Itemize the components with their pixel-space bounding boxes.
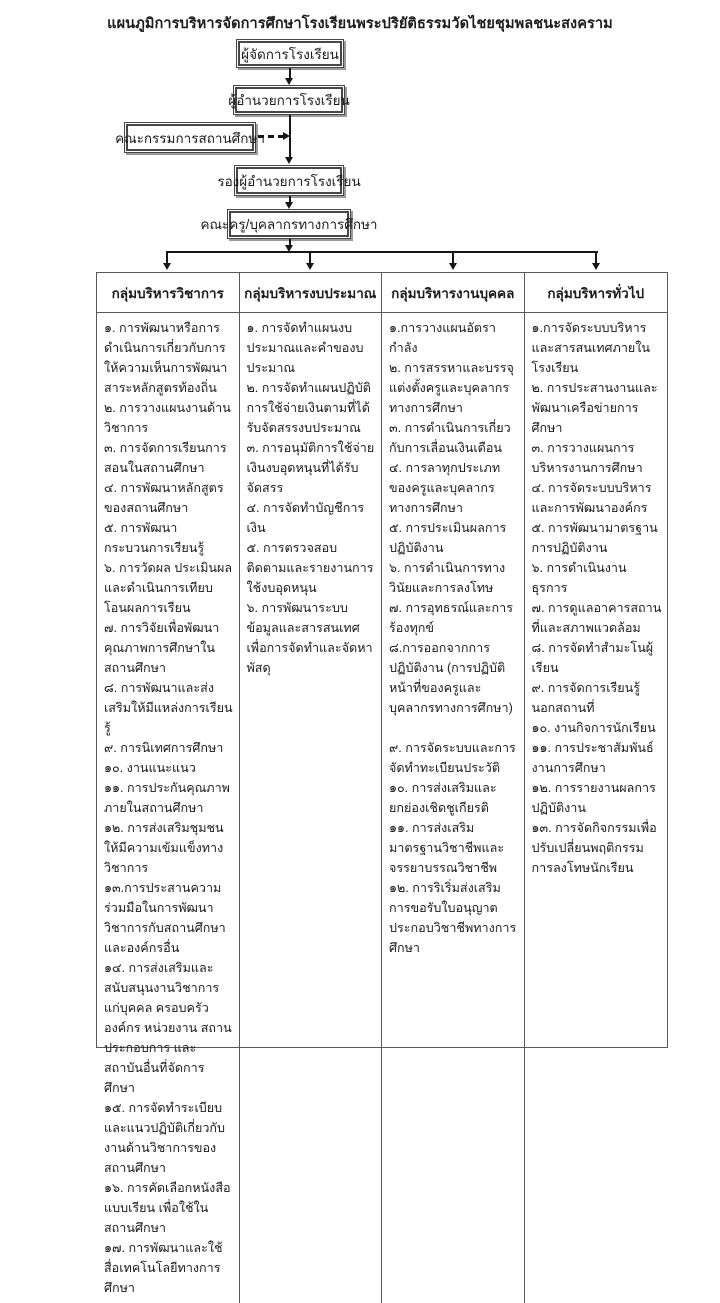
column-header: กลุ่มบริหารวิชาการ xyxy=(97,273,239,313)
list-item: ๑๑. การประชาสัมพันธ์งานการศึกษา xyxy=(531,741,654,775)
arrowhead-down-icon xyxy=(163,263,171,270)
column-general-affairs xyxy=(525,273,668,1303)
list-item: ๔. การพัฒนาหลักสูตรของสถานศึกษา xyxy=(104,481,224,515)
page-title: แผนภูมิการบริหารจัดการศึกษาโรงเรียนพระปริยัติธรรมวัดไชยชุมพลชนะสงคราม xyxy=(107,16,613,32)
list-item: ๖. การดำเนินการทางวินัยและการลงโทษ xyxy=(389,561,506,595)
box-teachers-staff-label: คณะครู/บุคลากรทางการศึกษา xyxy=(229,211,349,237)
list-item: ๕. การตรวจสอบติดตามและรายงานการใช้งบอุดหนุน xyxy=(246,541,374,595)
box-school-manager xyxy=(236,39,344,68)
arrowhead-down-icon xyxy=(449,263,457,270)
list-item: ๑๑. การส่งเสริมมาตรฐานวิชาชีพและจรรยาบรรณวิชาชีพ xyxy=(389,821,505,875)
column-header: กลุ่มบริหารงานบุคคล xyxy=(382,273,524,313)
arrowhead-down-icon xyxy=(592,263,600,270)
list-item: ๑๔. การส่งเสริมและสนับสนุนงานวิชาการแก่บุคคล ครอบครัว องค์กร หน่วยงาน สถานประกอบการ และสถาบันอื่นที่จัดการศึกษา xyxy=(104,961,232,1095)
column-items xyxy=(97,313,239,1303)
list-item: ๘. การจัดทำสำมะโนผู้เรียน xyxy=(531,641,654,675)
box-teachers-staff xyxy=(200,209,378,239)
list-item: ๒. การจัดทำแผนปฏิบัติการใช้จ่ายเงินตามที่ได้รับจัดสรรงบประมาณ xyxy=(246,381,371,435)
connector-board-dashed xyxy=(258,135,284,138)
list-item: ๖. การดำเนินงานธุรการ xyxy=(531,561,627,595)
list-item: ๗. การอุทธรณ์และการร้องทุกข์ xyxy=(389,601,513,635)
box-school-board-label: คณะกรรมการสถานศึกษา xyxy=(126,124,254,151)
list-item: ๘.การออกจากการปฏิบัติงาน (การปฏิบัติหน้าที่ของครูและบุคลากรทางการศึกษา) xyxy=(389,641,513,715)
list-item: ๙. การนิเทศการศึกษา xyxy=(104,741,224,755)
arrowhead-down-icon xyxy=(285,78,293,85)
arrowhead-down-icon xyxy=(306,263,314,270)
list-item: ๑๓. การจัดกิจกรรมเพื่อปรับเปลี่ยนพฤติกรรมการลงโทษนักเรียน xyxy=(531,821,657,875)
list-item: ๑๑. การประกันคุณภาพภายในสถานศึกษา xyxy=(104,781,230,815)
list-item: ๕. การพัฒนากระบวนการเรียนรู้ xyxy=(104,521,205,555)
list-item: ๑๖. การคัดเลือกหนังสือแบบเรียน เพื่อใช้ในสถานศึกษา xyxy=(104,1181,231,1235)
list-item: ๙. การจัดการเรียนรู้นอกสถานที่ xyxy=(531,681,641,715)
list-item: ๑๒. การรายงานผลการปฏิบัติงาน xyxy=(531,781,656,815)
list-item: ๓. การวางแผนการบริหารงานการศึกษา xyxy=(531,441,643,475)
arrowhead-down-icon xyxy=(285,202,293,209)
list-item: ๓. การดำเนินการเกี่ยวกับการเลื่อนเงินเดือน xyxy=(389,421,511,455)
list-item: ๑๗. การพัฒนาและใช้สื่อเทคโนโลยีทางการศึกษา xyxy=(104,1241,223,1295)
list-item: ๑.การวางแผนอัตรากำลัง xyxy=(389,321,496,355)
list-item: ๒. การประสานงานและพัฒนาเครือข่ายการศึกษา xyxy=(531,381,658,435)
column-items xyxy=(382,313,524,963)
arrowhead-down-icon xyxy=(285,157,293,164)
column-academic-affairs xyxy=(97,273,240,1303)
departments-table xyxy=(96,272,668,1295)
list-item: ๒. การสรรหาและบรรจุแต่งตั้งครูและบุคลากรทางการศึกษา xyxy=(389,361,514,415)
list-item: ๖. การพัฒนาระบบข้อมูลและสารสนเทศเพื่อการจัดทำและจัดหาพัสดุ xyxy=(246,601,373,675)
branch-horizontal-line xyxy=(166,251,598,253)
list-item: ๑๐. งานแนะแนว xyxy=(104,761,196,775)
list-item: ๑๒. การส่งเสริมชุมชนให้มีความเข้มแข็งทางวิชาการ xyxy=(104,821,224,875)
column-budget-affairs xyxy=(240,273,383,1303)
list-item: ๓. การอนุมัติการใช้จ่ายเงินงบอุดหนุนที่ได้รับจัดสรร xyxy=(246,441,375,495)
list-item: ๗. การวิจัยเพื่อพัฒนาคุณภาพการศึกษาในสถานศึกษา xyxy=(104,621,220,675)
list-item: ๔. การจัดระบบบริหารและการพัฒนาองค์กร xyxy=(531,481,652,515)
list-item: ๕. การประเมินผลการปฏิบัติงาน xyxy=(389,521,507,555)
list-item: ๓. การจัดการเรียนการสอนในสถานศึกษา xyxy=(104,441,227,475)
connector-director-deputy xyxy=(289,115,291,157)
box-school-director-label: ผู้อำนวยการโรงเรียน xyxy=(235,87,343,113)
box-school-manager-label: ผู้จัดการโรงเรียน xyxy=(238,41,342,66)
box-deputy-director-label: รองผู้อำนวยการโรงเรียน xyxy=(236,167,342,194)
list-item: ๖. การวัดผล ประเมินผล และดำเนินการเทียบโอนผลการเรียน xyxy=(104,561,233,615)
column-personnel-affairs xyxy=(382,273,525,1303)
list-item xyxy=(389,718,519,738)
list-item: ๑๒. การริเริ่มส่งเสริมการขอรับใบอนุญาตประกอบวิชาชีพทางการศึกษา xyxy=(389,881,517,955)
box-school-director xyxy=(228,85,350,115)
list-item: ๕. การพัฒนามาตรฐานการปฏิบัติงาน xyxy=(531,521,658,555)
column-items xyxy=(525,313,668,883)
list-item: ๑๐. การส่งเสริมและยกย่องเชิดชูเกียรติ xyxy=(389,781,497,815)
list-item: ๙. การจัดระบบและการจัดทำทะเบียนประวัติ xyxy=(389,741,516,775)
list-item: ๒. การวางแผนงานด้านวิชาการ xyxy=(104,401,231,435)
box-deputy-director xyxy=(217,165,361,196)
list-item: ๔. การจัดทำบัญชีการเงิน xyxy=(246,501,365,535)
box-school-board xyxy=(115,122,265,153)
list-item: ๘. การพัฒนาและส่งเสริมให้มีแหล่งการเรียนรู้ xyxy=(104,681,233,735)
list-item: ๗. การดูแลอาคารสถานที่และสภาพแวดล้อม xyxy=(531,601,662,635)
list-item: ๑. การจัดทำแผนงบประมาณและคำของบประมาณ xyxy=(246,321,364,375)
list-item: ๑๕. การจัดทำระเบียบและแนวปฏิบัติเกี่ยวกับงานด้านวิชาการของสถานศึกษา xyxy=(104,1101,226,1175)
list-item: ๑๐. งานกิจการนักเรียน xyxy=(531,721,656,735)
column-header: กลุ่มบริหารทั่วไป xyxy=(525,273,668,313)
list-item: ๑๓.การประสานความร่วมมือในการพัฒนาวิชาการกับสถานศึกษาและองค์กรอื่น xyxy=(104,881,226,955)
list-item: ๑. การพัฒนาหรือการดำเนินการเกี่ยวกับการให้ความเห็นการพัฒนาสาระหลักสูตรท้องถิ่น xyxy=(104,321,228,395)
list-item: ๑.การจัดระบบบริหารและสารสนเทศภายในโรงเรียน xyxy=(531,321,651,375)
list-item: ๔. การลาทุกประเภทของครูและบุคลากรทางการศึกษา xyxy=(389,461,501,515)
column-items xyxy=(240,313,382,683)
column-header: กลุ่มบริหารงบประมาณ xyxy=(240,273,382,313)
